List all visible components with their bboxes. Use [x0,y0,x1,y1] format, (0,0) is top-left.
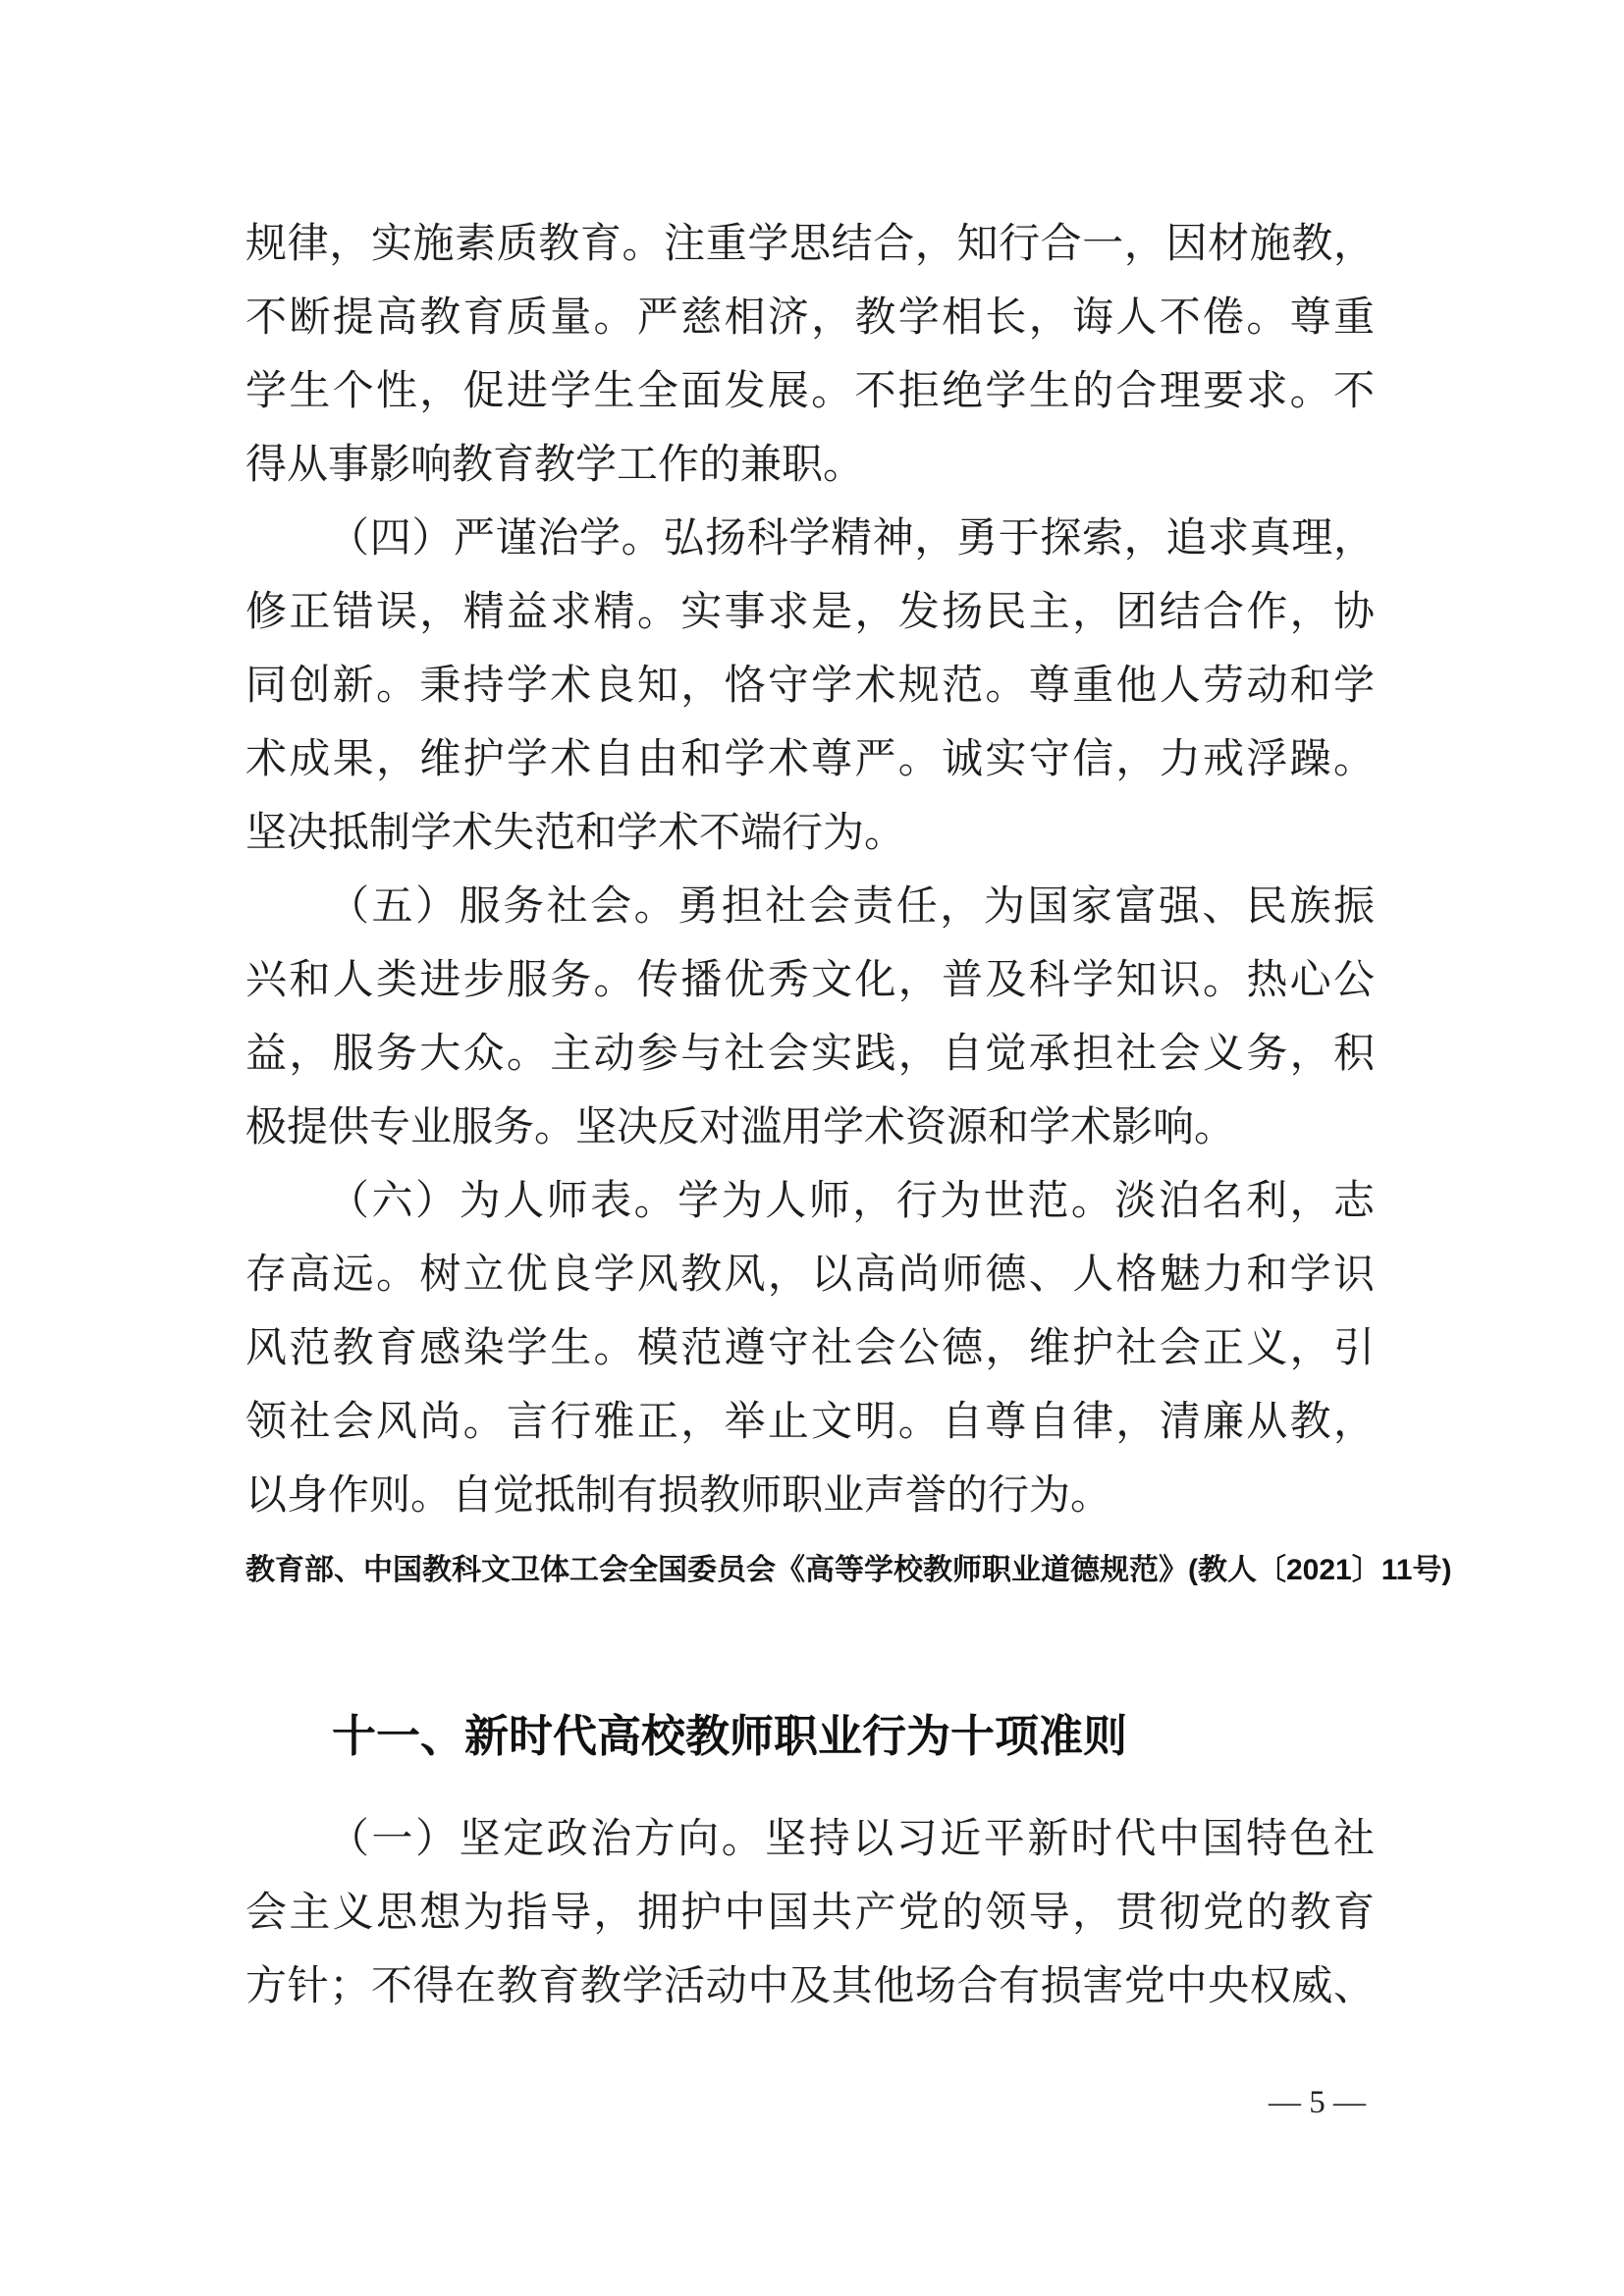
body-line: 极提供专业服务。坚决反对滥用学术资源和学术影响。 [245,1105,1236,1150]
body-line: （五）服务社会。勇担社会责任，为国家富强、民族振 [328,884,1375,930]
source-citation: 教育部、中国教科文卫体工会全国委员会《高等学校教师职业道德规范》(教人〔2021〕11号) [245,1554,1452,1586]
body-line: 方针；不得在教育教学活动中及其他场合有损害党中央权威、 [245,1964,1375,2009]
body-line: 风范教育感染学生。模范遵守社会公德，维护社会正义，引 [245,1326,1375,1371]
body-line: （六）为人师表。学为人师，行为世范。淡泊名利，志 [328,1179,1375,1224]
body-line: 兴和人类进步服务。传播优秀文化，普及科学知识。热心公 [245,958,1375,1003]
body-text [245,208,1375,1533]
body-line: 坚决抵制学术失范和学术不端行为。 [245,811,906,856]
body-line: 得从事影响教育教学工作的兼职。 [245,443,865,488]
body-line: 修正错误，精益求精。实事求是，发扬民主，团结合作，协 [245,590,1375,635]
body-line: 会主义思想为指导，拥护中国共产党的领导，贯彻党的教育 [245,1891,1375,1936]
body-line: 存高远。树立优良学风教风，以高尚师德、人格魅力和学识 [245,1253,1375,1298]
body-line: 同创新。秉持学术良知，恪守学术规范。尊重他人劳动和学 [245,664,1375,709]
section-paragraph [245,1803,1375,2024]
body-line: 学生个性，促进学生全面发展。不拒绝学生的合理要求。不 [245,369,1375,414]
body-line: 不断提高教育质量。严慈相济，教学相长，诲人不倦。尊重 [245,295,1375,341]
body-line: （四）严谨治学。弘扬科学精神，勇于探索，追求真理， [328,516,1375,561]
body-line: 益，服务大众。主动参与社会实践，自觉承担社会义务，积 [245,1032,1375,1077]
page-number: — 5 — [1269,2085,1366,2120]
body-line: （一）坚定政治方向。坚持以习近平新时代中国特色社 [328,1817,1375,1862]
body-line: 领社会风尚。言行雅正，举止文明。自尊自律，清廉从教， [245,1400,1375,1445]
body-line: 以身作则。自觉抵制有损教师职业声誉的行为。 [245,1473,1112,1519]
section-heading: 十一、新时代高校教师职业行为十项准则 [332,1711,1128,1761]
body-line: 规律，实施素质教育。注重学思结合，知行合一，因材施教， [245,222,1375,267]
body-line: 术成果，维护学术自由和学术尊严。诚实守信，力戒浮躁。 [245,737,1375,782]
